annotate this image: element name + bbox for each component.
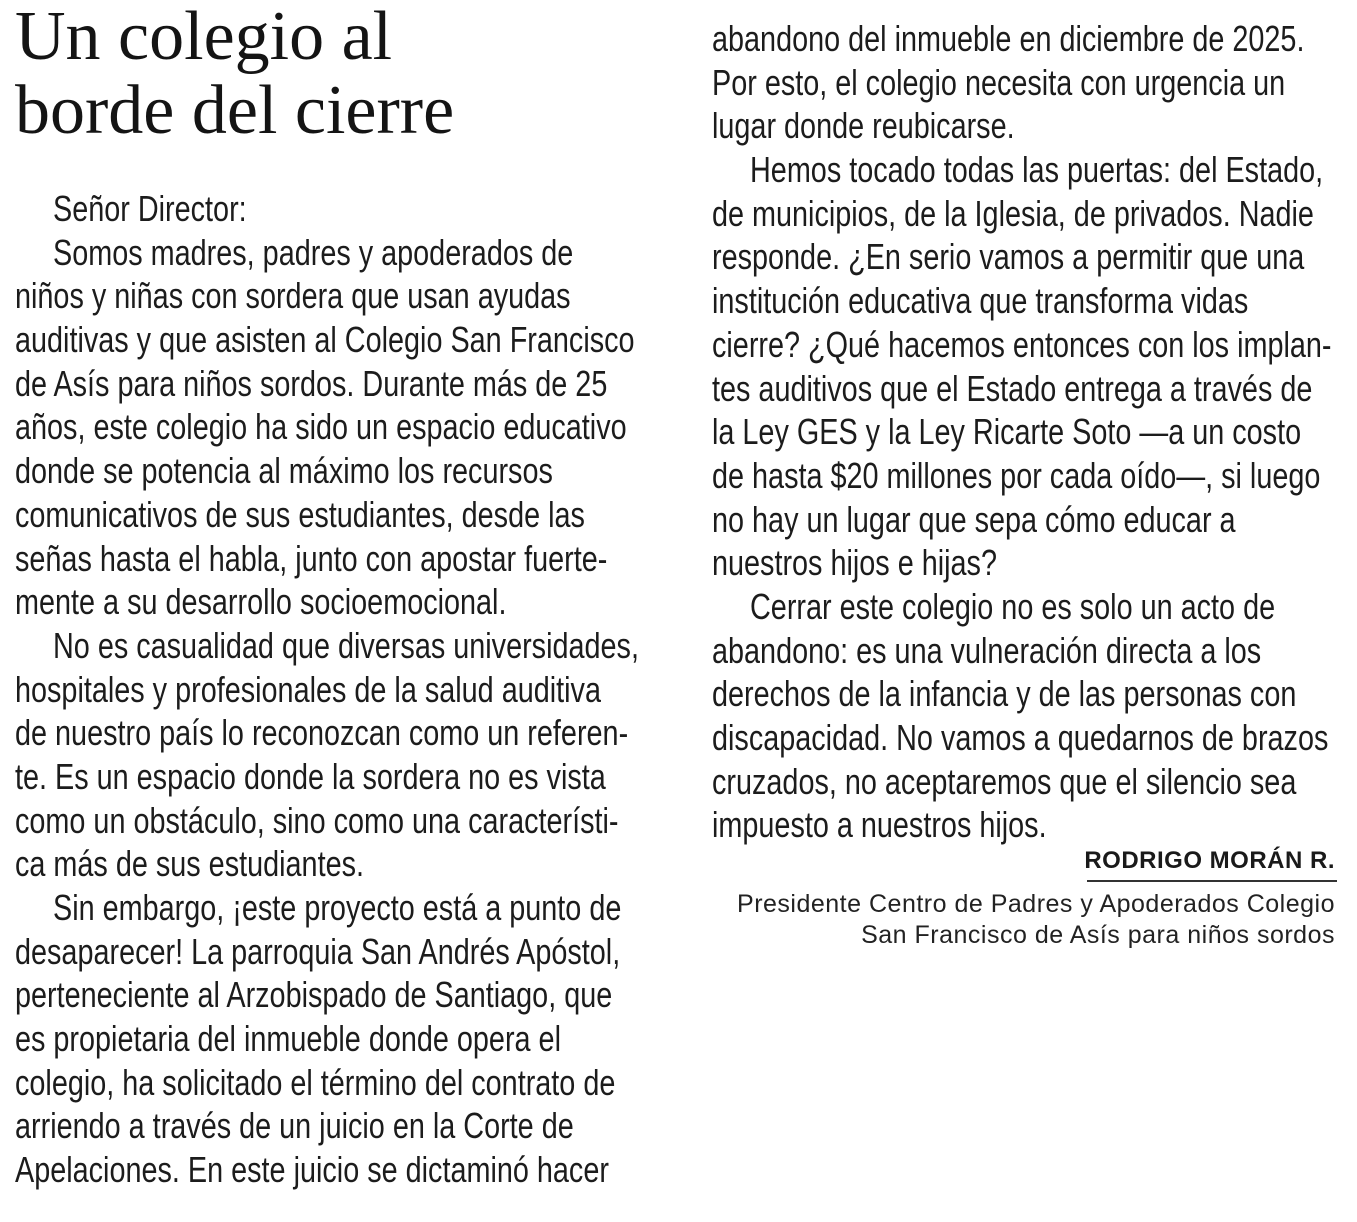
text-line: Por esto, el colegio necesita con urgencia un <box>712 61 1286 103</box>
text-line: cruzados, no aceptaremos que el silencio sea <box>712 760 1297 802</box>
text-line: Apelaciones. En este juicio se dictaminó hacer <box>15 1149 609 1191</box>
author-title-line: San Francisco de Asís para niños sordos <box>861 921 1335 949</box>
paragraph <box>15 624 639 886</box>
salutation <box>15 187 639 231</box>
headline-line: Un colegio al <box>15 0 393 75</box>
text-line: No es casualidad que diversas universidades, <box>53 624 639 666</box>
text-line: es propietaria del inmueble donde opera el <box>15 1018 561 1060</box>
text-line: comunicativos de sus estudiantes, desde las <box>15 493 585 535</box>
text-line: Cerrar este colegio no es solo un acto de <box>750 585 1276 627</box>
text-line: niños y niñas con sordera que usan ayudas <box>15 275 571 317</box>
text-line: de hasta $20 millones por cada oído—, si luego <box>712 454 1321 496</box>
paragraph <box>15 886 639 1192</box>
letter-column-right <box>712 17 1336 847</box>
text-line: Hemos tocado todas las puertas: del Estado, <box>750 149 1324 191</box>
signature-divider <box>1087 880 1337 882</box>
text-line: te. Es un espacio donde la sordera no es vista <box>15 755 606 797</box>
text-line: la Ley GES y la Ley Ricarte Soto —a un costo <box>712 411 1302 453</box>
text-line: abandono del inmueble en diciembre de 2025. <box>712 18 1305 59</box>
text-line: mente a su desarrollo socioemocional. <box>15 581 507 623</box>
headline-line: borde del cierre <box>15 72 455 149</box>
text-line: arriendo a través de un juicio en la Corte de <box>15 1105 574 1147</box>
text-line: de Asís para niños sordos. Durante más de 25 <box>15 362 608 404</box>
text-line: institución educativa que transforma vidas <box>712 280 1249 322</box>
text-line: señas hasta el habla, junto con apostar fuerte- <box>15 537 608 579</box>
text-line: Señor Director: <box>53 188 247 229</box>
paragraph <box>712 148 1336 585</box>
text-line: Sin embargo, ¡este proyecto está a punto de <box>53 887 622 928</box>
text-line: de municipios, de la Iglesia, de privados. Nadie <box>712 192 1314 234</box>
text-line: ca más de sus estudiantes. <box>15 843 364 885</box>
letter-column-left <box>15 187 639 1192</box>
text-line: de nuestro país lo reconozcan como un referen- <box>15 712 629 754</box>
text-line: nuestros hijos e hijas? <box>712 542 997 584</box>
text-line: responde. ¿En serio vamos a permitir que una <box>712 236 1305 278</box>
text-line: lugar donde reubicarse. <box>712 105 1015 147</box>
text-line: como un obstáculo, sino como una característi- <box>15 799 619 841</box>
author-title-line: Presidente Centro de Padres y Apoderados Colegio <box>737 890 1335 918</box>
text-line: discapacidad. No vamos a quedarnos de brazos <box>712 717 1329 758</box>
paragraph-continuation <box>712 17 1336 148</box>
text-line: donde se potencia al máximo los recursos <box>15 450 553 492</box>
text-line: hospitales y profesionales de la salud auditiva <box>15 668 601 710</box>
text-line: perteneciente al Arzobispado de Santiago, que <box>15 974 613 1016</box>
text-line: colegio, ha solicitado el término del contrato de <box>15 1061 616 1103</box>
text-line: años, este colegio ha sido un espacio educativo <box>15 406 627 448</box>
text-line: abandono: es una vulneración directa a los <box>712 629 1262 671</box>
paragraph <box>15 231 639 624</box>
text-line: cierre? ¿Qué hacemos entonces con los implan- <box>712 323 1332 365</box>
text-line: Somos madres, padres y apoderados de <box>53 231 574 273</box>
author-title <box>737 889 1335 951</box>
text-line: desaparecer! La parroquia San Andrés Apóstol, <box>15 930 621 972</box>
paragraph <box>712 585 1336 847</box>
text-line: auditivas y que asisten al Colegio San Francisco <box>15 319 635 361</box>
text-line: tes auditivos que el Estado entrega a través de <box>712 367 1313 409</box>
author-name: RODRIGO MORÁN R. <box>1084 847 1335 874</box>
text-line: impuesto a nuestros hijos. <box>712 804 1047 846</box>
headline <box>15 0 454 148</box>
text-line: derechos de la infancia y de las personas con <box>712 673 1297 715</box>
text-line: no hay un lugar que sepa cómo educar a <box>712 498 1236 540</box>
